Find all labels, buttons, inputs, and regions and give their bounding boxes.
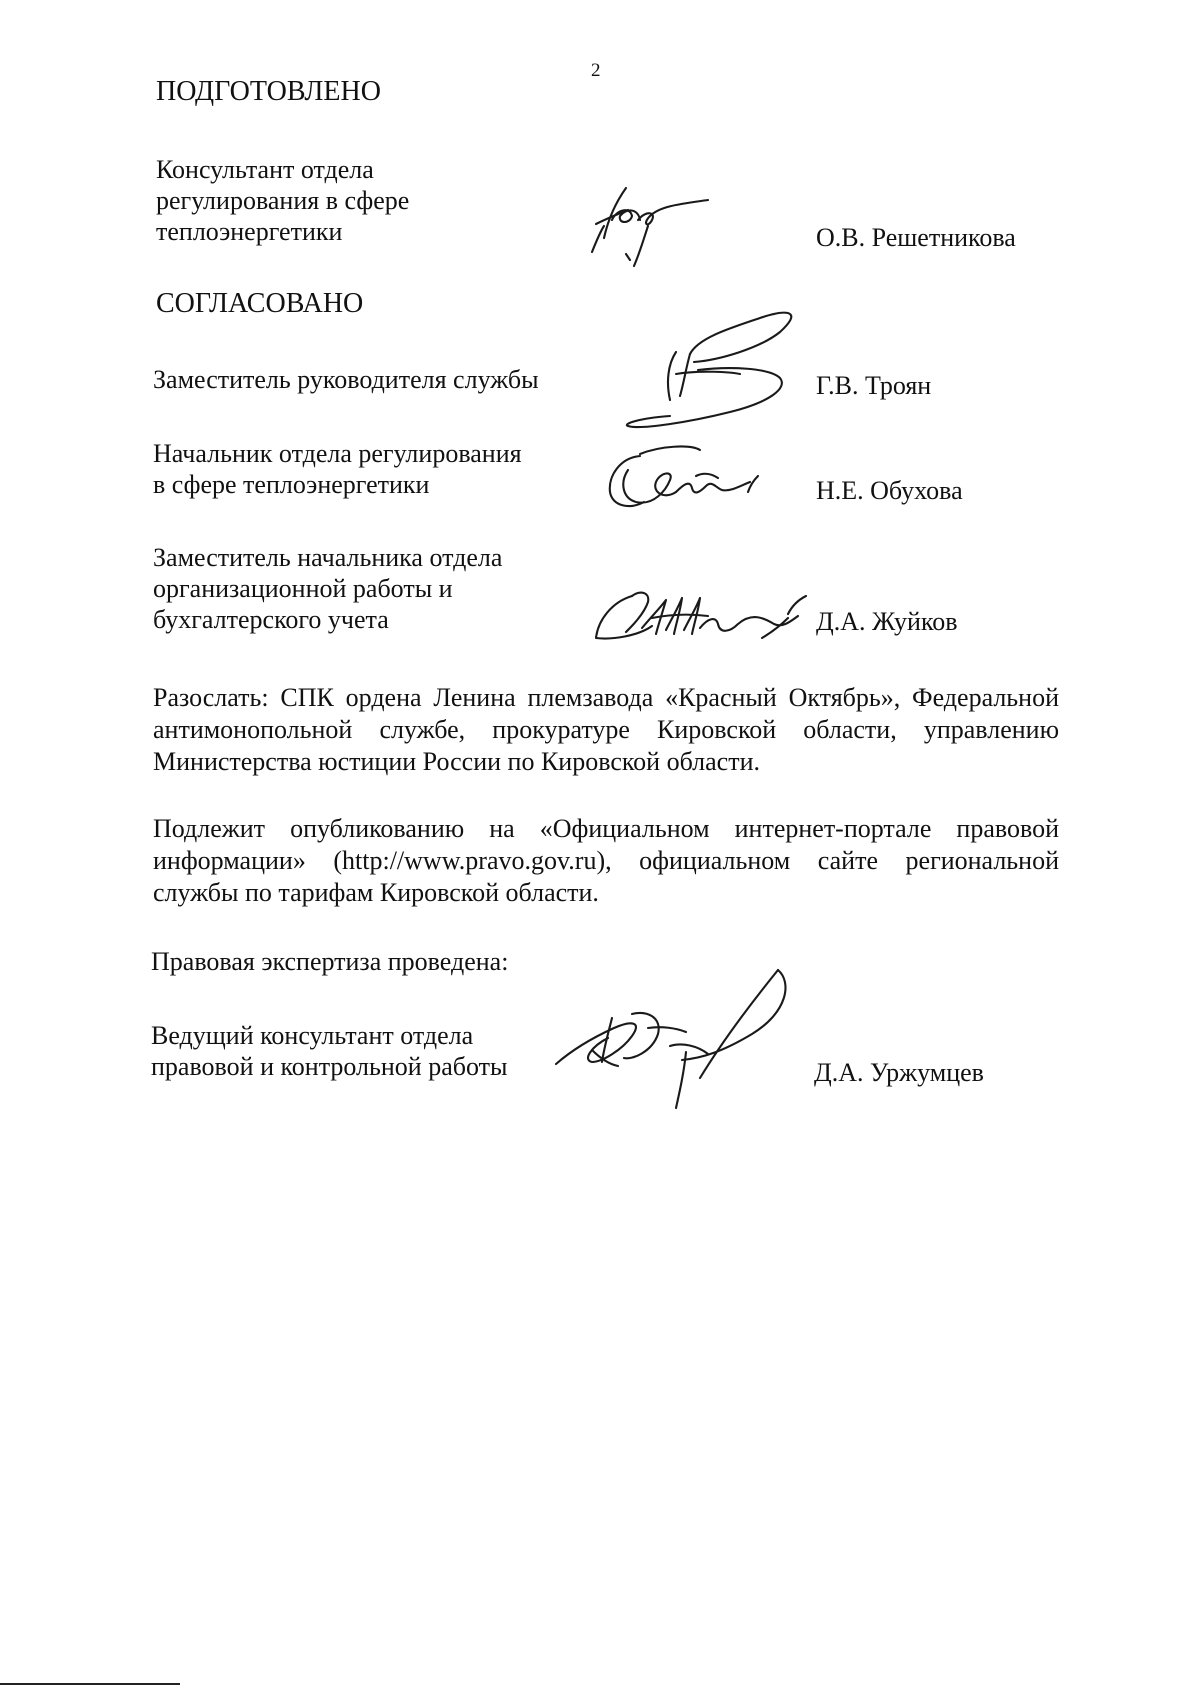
legal-review-position (151, 1020, 507, 1082)
signature-reshetnikova (590, 180, 720, 270)
page-number: 2 (591, 60, 601, 81)
publication-text: Подлежит опубликованию на «Официальном интернет-портале правовой информации» (http://www.pravo.gov.ru), официальном сайте региональной службы по тарифам Кировской области. (153, 814, 1059, 907)
position-line: правовой и контрольной работы (151, 1052, 508, 1081)
signer-name: Д.А. Жуйков (816, 607, 958, 636)
position-line: Консультант отдела (156, 155, 374, 184)
signer-position (153, 438, 522, 500)
signature-obukhova (600, 440, 780, 520)
position-line: организационной работы и (153, 574, 453, 603)
footer-rule (0, 1683, 180, 1685)
signer-position (153, 542, 502, 635)
position-line: Ведущий консультант отдела (151, 1021, 474, 1050)
signature-zhuykov (592, 578, 822, 658)
position-line: Заместитель руководителя службы (153, 365, 539, 394)
signature-urzhumtsev (552, 962, 812, 1112)
position-line: регулирования в сфере (156, 186, 410, 215)
prepared-name: О.В. Решетникова (816, 223, 1016, 252)
signer-position (153, 364, 539, 395)
distribution-text: Разослать: СПК ордена Ленина племзавода «Красный Октябрь», Федеральной антимонопольной службе, прокуратуре Кировской области, управлению Министерства юстиции России по Кировской области. (153, 683, 1059, 776)
signature-troyan (620, 298, 810, 438)
position-line: теплоэнергетики (156, 217, 343, 246)
position-line: Начальник отдела регулирования (153, 439, 522, 468)
prepared-heading: ПОДГОТОВЛЕНО (156, 76, 381, 107)
prepared-position (156, 154, 409, 247)
legal-review-name: Д.А. Уржумцев (814, 1058, 984, 1087)
signer-name: Н.Е. Обухова (816, 476, 963, 505)
legal-review-heading: Правовая экспертиза проведена: (151, 947, 509, 976)
position-line: бухгалтерского учета (153, 605, 389, 634)
position-line: в сфере теплоэнергетики (153, 470, 430, 499)
position-line: Заместитель начальника отдела (153, 543, 503, 572)
agreed-heading: СОГЛАСОВАНО (156, 288, 364, 319)
signer-name: Г.В. Троян (816, 371, 932, 400)
